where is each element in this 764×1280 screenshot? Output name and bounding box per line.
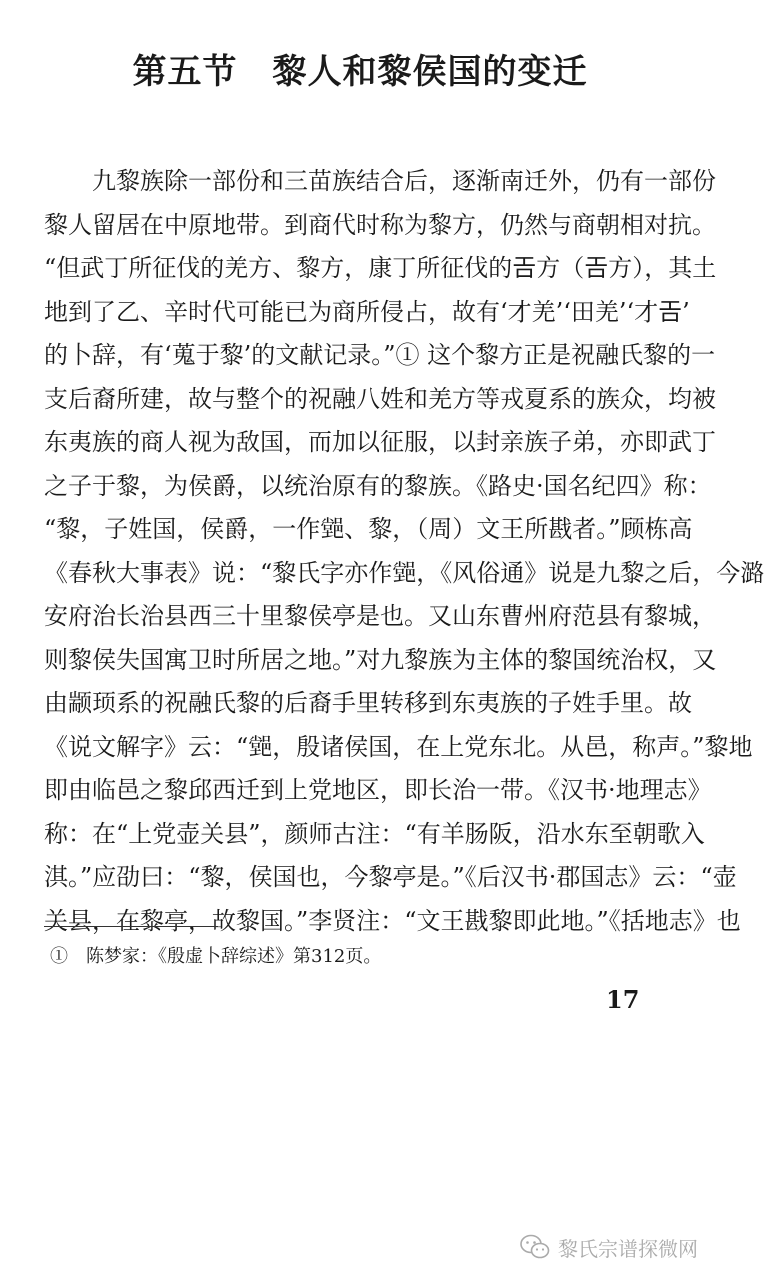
text-line: 安府治长治县西三十里黎侯亭是也。又山东曹州府范县有黎城， xyxy=(44,602,716,630)
text-line: 称：在“上党壶关县”，颜师古注：“有羊肠阪，沿水东至朝歌入 xyxy=(44,819,705,848)
text-line: 的卜辞，有‘蒐于黎’的文献记录。”① 这个黎方正是祝融氏黎的一 xyxy=(44,341,716,369)
wechat-icon xyxy=(520,1234,550,1260)
text-line: 淇。”应劭曰：“黎，侯国也，今黎亭是。”《后汉书·郡国志》云：“壶 xyxy=(44,863,737,891)
text-line: “但武丁所征伐的羌方、黎方，康丁所征伐的𢀛方（𢀛方），其土 xyxy=(44,254,717,282)
footnote: ① 陈梦家：《殷虚卜辞综述》第312页。 xyxy=(50,946,382,967)
text-line: 《说文解字》云：“𨝦，殷诸侯国，在上党东北。从邑，称声。”黎地 xyxy=(44,732,753,761)
watermark xyxy=(520,1232,698,1262)
footnote-rule xyxy=(44,926,218,927)
body-text xyxy=(44,160,764,943)
text-line: 支后裔所建，故与整个的祝融八姓和羌方等戎夏系的族众，均被 xyxy=(44,384,716,413)
text-line: 关县，在黎亭，故黎国。”李贤注：“文王戡黎即此地。”《括地志》也 xyxy=(44,906,741,935)
text-line: 由颛顼系的祝融氏黎的后裔手里转移到东夷族的子姓手里。故 xyxy=(44,689,692,717)
page-number: 17 xyxy=(606,985,640,1014)
text-line: 东夷族的商人视为敌国，而加以征服，以封亲族子弟，亦即武丁 xyxy=(44,428,716,456)
text-line: 九黎族除一部份和三苗族结合后，逐渐南迁外，仍有一部份 xyxy=(44,167,716,195)
text-line: 即由临邑之黎邱西迁到上党地区，即长治一带。《汉书·地理志》 xyxy=(44,776,712,804)
text-line: 地到了乙、辛时代可能已为商所侵占，故有‘才羌’‘田羌’‘才𢀛’ xyxy=(44,297,690,326)
text-line: 黎人留居在中原地带。到商代时称为黎方，仍然与商朝相对抗。 xyxy=(44,210,716,239)
text-line: 《春秋大事表》说：“黎氏字亦作𨝦，《风俗通》说是九黎之后，今潞 xyxy=(44,558,764,587)
text-line: 则黎侯失国寓卫时所居之地。”对九黎族为主体的黎国统治权，又 xyxy=(44,645,717,674)
page-title: 第五节 黎人和黎侯国的变迁 xyxy=(132,52,588,92)
text-line: “黎，子姓国，侯爵，一作𨝦、黎，（周）文王所戡者。”顾栋高 xyxy=(44,515,693,543)
text-line: 之子于黎，为侯爵，以统治原有的黎族。《路史·国名纪四》称： xyxy=(44,471,712,500)
watermark-text: 黎氏宗谱探微网 xyxy=(558,1236,698,1261)
